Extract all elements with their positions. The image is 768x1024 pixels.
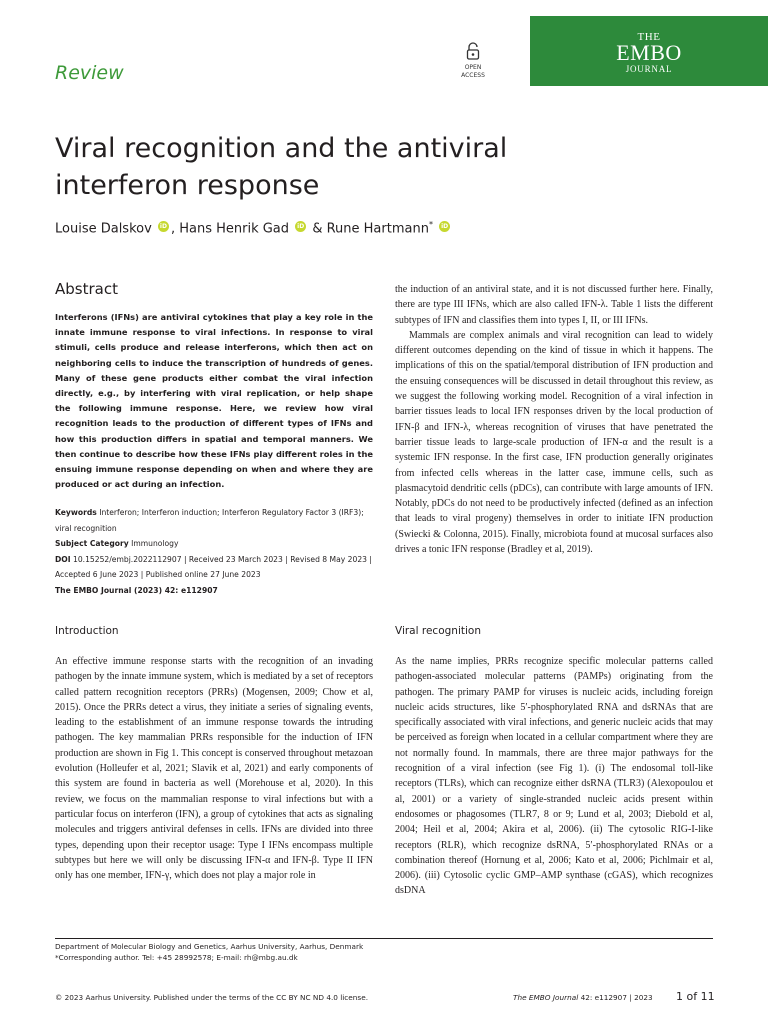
abstract-heading: Abstract <box>55 280 118 298</box>
section-label: Review <box>55 62 124 84</box>
logo-journal: JOURNAL <box>625 64 673 74</box>
logo-the: THE <box>637 31 661 43</box>
author-separator: , <box>170 221 176 237</box>
orcid-icon[interactable]: iD <box>297 223 305 231</box>
orcid-icon[interactable]: iD <box>159 223 167 231</box>
footnote-divider <box>55 938 713 939</box>
introduction-body <box>55 654 373 883</box>
article-title: Viral recognition and the antiviral interferon response <box>55 133 508 201</box>
subject-block <box>55 536 375 552</box>
open-access-badge[interactable] <box>450 42 496 80</box>
right-column-top <box>395 282 713 557</box>
viral-recognition-heading: Viral recognition <box>395 625 481 637</box>
article-metadata <box>55 505 375 599</box>
corresponding-mark: * <box>428 220 433 229</box>
author-name[interactable]: Louise Dalskov <box>55 221 152 237</box>
abstract-text: Interferons (IFNs) are antiviral cytokines that play a key role in the innate immune response to viral infections. In response to viral stimuli, cells produce and release interferons, which then act on neighboring cells to induce the transcription of hundreds of genes. Many of these gene products either combat the viral infection directly, e.g., by interfering with viral replication, or help shape the following immune response. Here, we review how viral recognition leads to the production of different types of IFNs and how this production differs in spatial and temporal manners. We then continue to describe how these IFNs play different roles in the ensuing immune response depending on when and where they are produced or act during an infection. <box>55 312 373 490</box>
footnotes <box>55 941 363 963</box>
author-list <box>55 220 452 236</box>
introduction-heading: Introduction <box>55 625 119 637</box>
keywords-block <box>55 505 375 536</box>
author-separator: & <box>312 221 323 237</box>
paragraph: As the name implies, PRRs recognize specific molecular patterns called pathogen-associated molecular patterns (PAMPs) originating from the pathogen. The primary PAMP for viruses is nucleic acids, including foreign nucleic acids structures, like 5′-phosphorylated RNA and dsRNAs that are specifically associated with viral infections, and generic nucleic acids that may be perceived as foreign when located in a cellular compartment where they are not normally found. In mammals, there are three major pathways for the recognition of a viral infection (see Fig 1). (i) The endosomal toll-like receptors (TLRs), which can recognize either dsRNA (TLR3) (Alexopoulou et al, 2001) or a variety of single-stranded nucleic acids present within endosomes or phagosomes (TLR7, 8 or 9; Lund et al, 2003; Diebold et al, 2004; Heil et al, 2004; Akira et al, 2006). (ii) The cytosolic RIG-I-like receptors (RLR), which recognize dsRNA, 5′-phosphorylated RNAs or a combination thereof (Hornung et al, 2006; Kato et al, 2006; Pichlmair et al, 2006). (iii) Cytosolic cyclic GMP–AMP synthase (cGAS), which recognizes dsDNA <box>395 656 713 897</box>
paragraph: Mammals are complex animals and viral recognition can lead to widely different outcomes depending on the kind of tissue in which it happens. The implications of this on the spatial/temporal distribution of IFN production and the ensuing consequences will be discussed in detail throughout this review, as we suggest the following working model. Recognition of a viral infection in barrier tissues leads to local IFN responses driven by the local production of IFN-β and IFN-λ, whereas recognition of viruses that have penetrated the barrier tissue leads to large-scale production of IFN-α and the result is a systemic IFN response. In the first case, IFN production generally originates from infected cells whereas in the latter case, immune cells, such as plasmacytoid dendritic cells (pDCs), can contribute with large amounts of IFN. Notably, pDCs do not need to be productively infected (defined as an infection that leads to viral progeny) themselves in order to initiate IFN production (Swiecki & Colonna, 2015). Finally, microbiota found at mucosal surfaces also drives a tonic IFN response (Bradley et al, 2019). <box>395 329 713 556</box>
journal-logo[interactable] <box>530 16 768 86</box>
paragraph: the induction of an antiviral state, and it is not discussed further here. Finally, there are type III IFNs, which are also called IFN-λ. Table 1 lists the different subtypes of IFN and classifies them into types I, II, or III IFNs. <box>395 284 713 326</box>
keywords-value: Interferon; Interferon induction; Interferon Regulatory Factor 3 (IRF3); viral recognition <box>55 508 364 533</box>
orcid-icon[interactable]: iD <box>441 223 449 231</box>
journal-name: The EMBO Journal <box>513 993 579 1002</box>
corresponding-author[interactable]: *Corresponding author. Tel: +45 28992578; E-mail: rh@mbg.au.dk <box>55 953 298 962</box>
author-name[interactable]: Hans Henrik Gad <box>179 221 290 237</box>
logo-embo: EMBO <box>616 40 682 65</box>
journal-reference <box>513 993 653 1002</box>
doi-history[interactable]: 10.15252/embj.2022112907 | Received 23 March 2023 | Revised 8 May 2023 | Accepted 6 June 2023 | Published online 27 June 2023 <box>55 554 372 580</box>
author-name[interactable]: Rune Hartmann <box>326 221 429 237</box>
viral-recognition-body <box>395 654 713 899</box>
doi-label: DOI <box>55 554 71 564</box>
keywords-label: Keywords <box>55 508 97 517</box>
paragraph: An effective immune response starts with the recognition of an invading pathogen by the innate immune system, which is mediated by a set of receptors called pattern recognition receptors (PRRs) (Mogensen, 2009; Chow et al, 2015). Once the PRRs detect a virus, they initiate a series of signaling events, leading to the establishment of an immune response towards the intruding pathogen. The key mammalian PRRs responsible for the induction of IFN production are shown in Fig 1. This concept is conserved throughout metazoan evolution (Holleufer et al, 2021; Slavik et al, 2021) and early components of this system are found in bacteria as well (Morehouse et al, 2020). In this review, we focus on the mammalian response to viral infections but with a particular focus on interferon (IFN), a group of cytokines that acts as signaling molecules and triggers antiviral defenses in cells. IFNs are divided into three types, depending upon their receptor usage: Type I IFNs encompass multiple subtypes but here we will only be discussing IFN-α and IFN-β. Type II IFN only has one member, IFN-γ, which does not play a major role in <box>55 656 373 882</box>
citation: The EMBO Journal (2023) 42: e112907 <box>55 585 218 595</box>
affiliation: Department of Molecular Biology and Genetics, Aarhus University, Aarhus, Denmark <box>55 942 364 951</box>
page-number: 1 of 11 <box>676 990 715 1003</box>
open-lock-icon <box>466 42 480 60</box>
doi-block <box>55 552 375 583</box>
journal-ref: 42: e112907 | 2023 <box>580 993 653 1002</box>
subject-label: Subject Category <box>55 539 129 549</box>
open-access-line2: ACCESS <box>461 72 485 79</box>
subject-value: Immunology <box>131 539 179 549</box>
copyright-notice: © 2023 Aarhus University. Published under the terms of the CC BY NC ND 4.0 license. <box>55 993 369 1002</box>
open-access-line1: OPEN <box>464 64 482 71</box>
